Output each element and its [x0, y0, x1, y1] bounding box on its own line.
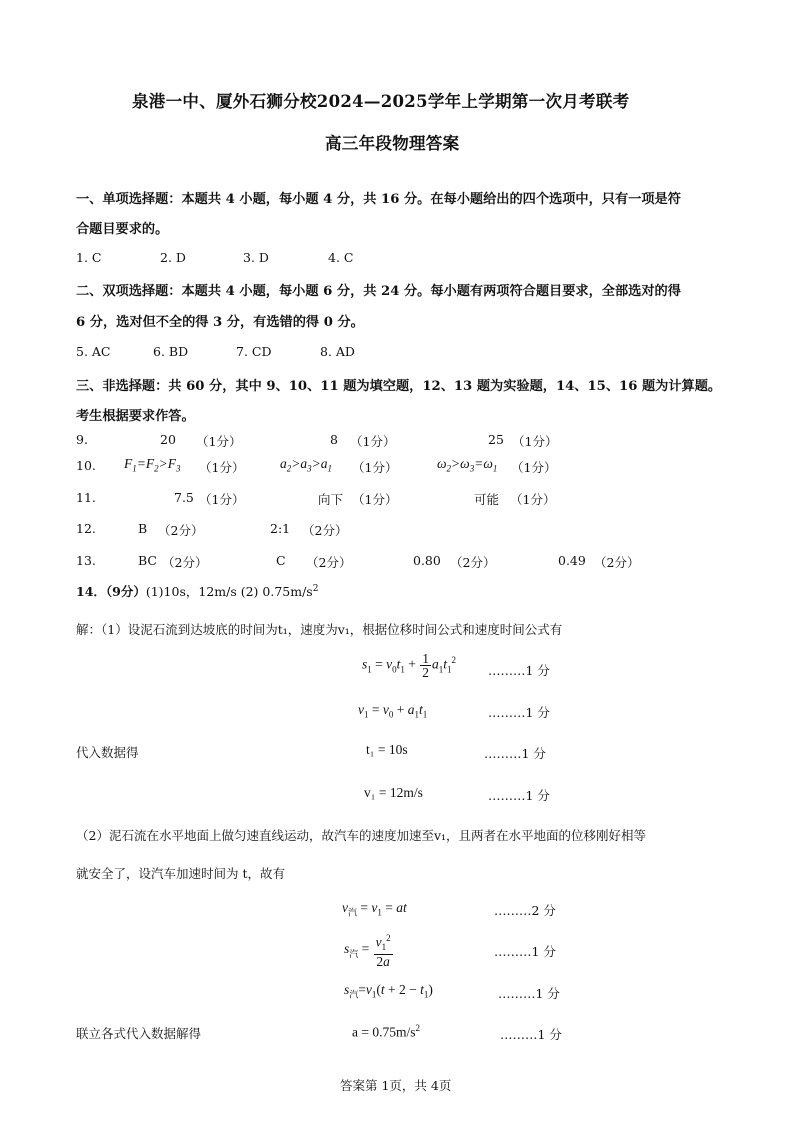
answer-value: 20 [160, 432, 176, 447]
part2-text: （2）泥石流在水平地面上做匀速直线运动，故汽车的速度加速至v₁，且两者在水平地面的位移刚好相等 [76, 828, 647, 843]
score-mark: ………2 分 [494, 903, 556, 918]
score-mark: ………1 分 [500, 1027, 562, 1042]
answer-item: 5. AC [76, 344, 111, 359]
answer-value: 25 [488, 432, 504, 447]
score-mark: ………1 分 [488, 663, 550, 678]
score-label: （1分） [510, 492, 556, 507]
score-label: （1分） [352, 460, 398, 475]
score-mark: ………1 分 [494, 944, 556, 959]
answer-value: 向下 [318, 492, 344, 507]
score-label: （2分） [306, 555, 352, 570]
score-label: （2分） [594, 555, 640, 570]
score-label: （1分） [352, 492, 398, 507]
question-number: 9. [76, 432, 88, 447]
answer-item: 8. AD [320, 344, 355, 359]
part2-text-cont: 就安全了，设汽车加速时间为 t，故有 [76, 866, 285, 881]
question-number: 10. [76, 458, 96, 473]
equation-car-displacement-total: $s_汽=v_1(t + 2 - t_1)$ [344, 982, 433, 1000]
score-label: （1分） [512, 434, 558, 449]
score-label: （2分） [302, 523, 348, 538]
result-t1: t₁ = 10s [366, 742, 408, 757]
score-label: （2分） [450, 555, 496, 570]
score-label: （1分） [350, 434, 396, 449]
score-mark: ………1 分 [498, 986, 560, 1001]
answer-item: 6. BD [153, 344, 189, 359]
result-v1: v₁ = 12m/s [364, 785, 423, 800]
q14-summary: (1)10s，12m/s (2) 0.75m/s [145, 584, 313, 599]
score-label: （1分） [196, 434, 242, 449]
section2-heading: 二、双项选择题：本题共 4 小题，每小题 6 分，共 24 分。每小题有两项符合题目要求，全部选对的得 [76, 284, 681, 299]
section1-heading: 一、单项选择题：本题共 4 小题，每小题 4 分，共 16 分。在每小题给出的四个选项中，只有一项是符 [76, 192, 681, 207]
score-mark: ………1 分 [484, 746, 546, 761]
acceleration-relation: $a_2>a_3>a_1$ [280, 456, 332, 474]
answer-value: B [138, 521, 148, 536]
document-subtitle: 高三年段物理答案 [325, 134, 460, 153]
score-label: （2分） [162, 555, 208, 570]
score-label: （1分） [199, 492, 245, 507]
answer-value: 可能 [474, 492, 500, 507]
result-acceleration-text: a = 0.75m/s [352, 1024, 416, 1040]
q14-heading-row: 14．（9分）(1)10s，12m/s (2) $0.75m/s^2$ [76, 583, 319, 599]
answer-value: 8 [330, 432, 338, 447]
question-number: 11. [76, 490, 96, 505]
answer-value: BC [138, 553, 157, 568]
page-footer: 答案第 1页，共 4页 [340, 1078, 452, 1093]
equation-velocity: $v_1 = v_0 + a_1t_1$ [358, 702, 428, 720]
score-label: （1分） [511, 460, 557, 475]
score-label: （2分） [158, 523, 204, 538]
question-number: 13. [76, 553, 96, 568]
angular-velocity-relation: $\omega_2>\omega_3=\omega_1$ [437, 456, 498, 474]
answer-item: 1. C [76, 250, 102, 265]
section1-heading-cont: 合题目要求的。 [76, 222, 169, 237]
equation-car-velocity: $v_汽 = v_1$ = at [342, 900, 407, 918]
section2-heading-cont: 6 分，选对但不全的得 3 分，有选错的得 0 分。 [76, 315, 364, 330]
answer-value: C [276, 553, 286, 568]
answer-value: 0.80 [413, 553, 441, 568]
section3-heading: 三、非选择题：共 60 分，其中 9、10、11 题为填空题，12、13 题为实验题，14、15、16 题为计算题。 [76, 379, 722, 394]
answer-item: 3. D [243, 250, 269, 265]
score-mark: ………1 分 [488, 788, 550, 803]
score-mark: ………1 分 [488, 705, 550, 720]
document-title: 泉港一中、厦外石狮分校2024—2025学年上学期第一次月考联考 [132, 92, 630, 111]
section3-heading-cont: 考生根据要求作答。 [76, 409, 195, 424]
answer-value: 2:1 [270, 521, 291, 536]
result-acceleration: $a = 0.75m/s^2$ [352, 1023, 420, 1040]
force-relation: $F_1=F_2>F_3$ [124, 456, 181, 474]
equation-displacement: $s_1 = v_0t_1$ + $\frac{1}{2}$ $a_1t_1^2$ [362, 651, 457, 680]
answer-value: 0.49 [558, 553, 586, 568]
q14-heading: 14．（9分） [76, 584, 146, 599]
combine-label: 联立各式代入数据解得 [76, 1026, 202, 1041]
answer-value: 7.5 [174, 490, 194, 505]
question-number: 12. [76, 521, 96, 536]
equation-car-displacement-accel: $s_汽$ = $\frac{v_1^2}{2a}$ [344, 933, 391, 970]
answer-item: 2. D [160, 250, 186, 265]
solution-intro: 解：（1）设泥石流到达坡底的时间为t₁，速度为v₁，根据位移时间公式和速度时间公式有 [76, 622, 563, 637]
answer-item: 4. C [328, 250, 354, 265]
score-label: （1分） [199, 460, 245, 475]
answer-item: 7. CD [236, 344, 272, 359]
substitute-label: 代入数据得 [76, 745, 139, 760]
